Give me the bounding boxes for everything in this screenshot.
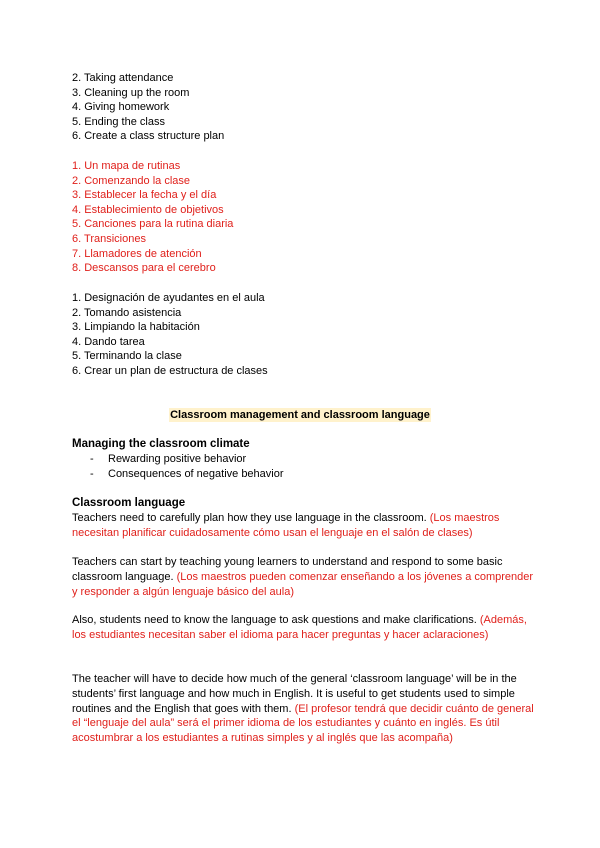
climate-heading: Managing the classroom climate — [72, 438, 250, 450]
section-title-row — [0, 408, 600, 422]
spanish-translation-list — [72, 159, 542, 276]
classroom-language-heading: Classroom language — [72, 497, 186, 509]
list-item: 4. Establecimiento de objetivos — [72, 203, 224, 216]
list-item: 2. Comenzando la clase — [72, 174, 191, 187]
list-item: 8. Descansos para el cerebro — [72, 262, 216, 275]
list-item: 3. Limpiando la habitación — [72, 321, 200, 334]
list-item: 4. Dando tarea — [72, 335, 145, 348]
paragraph-english: Teachers need to carefully plan how they use language in the classroom. — [72, 512, 427, 524]
list-item: 4. Giving homework — [72, 101, 170, 114]
paragraph — [72, 511, 534, 541]
paragraph-translation: (Además, los estudiantes necesitan saber el idioma para hacer preguntas y hacer aclaraciones) — [72, 614, 527, 641]
list-item: 2. Tomando asistencia — [72, 306, 182, 319]
spanish-routine-list — [72, 291, 542, 379]
list-item: 5. Canciones para la rutina diaria — [72, 218, 234, 231]
paragraph — [72, 672, 534, 746]
list-item: 3. Cleaning up the room — [72, 86, 190, 99]
paragraph-translation: (Los maestros pueden comenzar enseñando a los jóvenes a comprender y responder a algún lenguaje básico del aula) — [72, 570, 534, 598]
list-item: 6. Crear un plan de estructura de clases — [72, 364, 268, 377]
paragraph-english: Teachers can start by teaching young learners to understand and respond to some basic classroom language. — [72, 556, 503, 583]
list-item: 2. Taking attendance — [72, 72, 174, 84]
list-item: 5. Terminando la clase — [72, 350, 182, 363]
bullet-item — [90, 452, 246, 467]
paragraph-english: Also, students need to know the language to ask questions and make clarifications. — [72, 614, 477, 626]
bullet-text: Consequences of negative behavior — [108, 468, 284, 480]
list-item: 6. Transiciones — [72, 232, 146, 245]
paragraph — [72, 613, 534, 643]
paragraph — [72, 555, 534, 599]
list-item: 6. Create a class structure plan — [72, 130, 225, 143]
dash-marker: - — [90, 468, 94, 480]
section-title: Classroom management and classroom language — [170, 409, 430, 421]
english-routine-list — [72, 71, 542, 144]
list-item: 1. Un mapa de rutinas — [72, 160, 181, 172]
paragraph-translation: (El profesor tendrá que decidir cuánto de general el “lenguaje del aula” será el primer idioma de los estudiantes y cuánto en inglés. Es útil acostumbrar a los estudiantes a rutinas simples y al inglés que las acompaña) — [72, 702, 534, 745]
dash-marker: - — [90, 453, 94, 465]
bullet-text: Rewarding positive behavior — [108, 453, 247, 465]
paragraph-translation: (Los maestros necesitan planificar cuidadosamente cómo usan el lenguaje en el salón de clases) — [72, 512, 500, 539]
bullet-item — [90, 467, 284, 482]
paragraph-english: The teacher will have to decide how much of the general ‘classroom language’ will be in the students’ first language and how much in English. It is useful to get students used to simple routines and the English that goes with them. — [72, 673, 517, 715]
list-item: 3. Establecer la fecha y el día — [72, 189, 217, 202]
list-item: 7. Llamadores de atención — [72, 247, 202, 260]
list-item: 1. Designación de ayudantes en el aula — [72, 292, 265, 304]
list-item: 5. Ending the class — [72, 115, 165, 128]
